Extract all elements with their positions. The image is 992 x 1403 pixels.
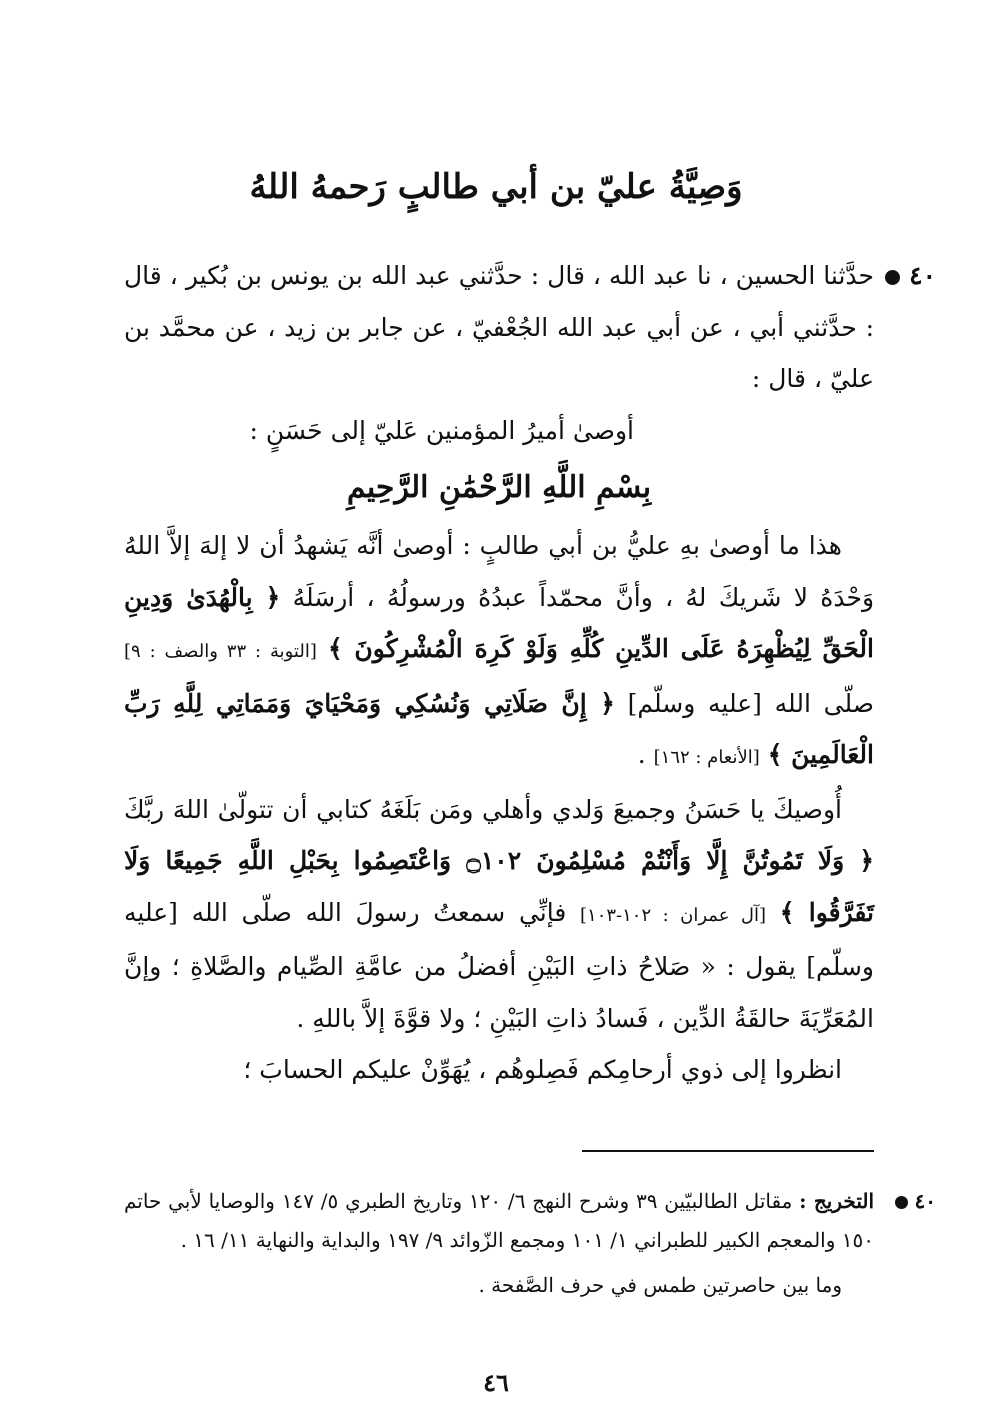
quran-verse-3: ﴿ وَلَا تَمُوتُنَّ إِلَّا وَأَنْتُمْ مُسْلِمُونَ ۝١٠٢ وَاعْتَصِمُوا بِحَبْلِ اللَّهِ جَمِيعًا وَلَا تَفَرَّقُوا ﴾: [124, 846, 874, 927]
footnote-label: التخريج :: [799, 1189, 875, 1213]
verse-reference-2: [الأنعام : ١٦٢]: [653, 747, 760, 768]
isnad-text: حدَّثنا الحسين ، نا عبد الله ، قال : حدَّثني عبد الله بن يونس بن بُكير ، قال : حدَّثني أبي ، عن أبي عبد الله الجُعْفيّ ، عن جابر بن زيد ، عن محمَّد بن عليّ ، قال :: [124, 261, 874, 393]
intro-line: أوصىٰ أميرُ المؤمنين عَليّ إلى حَسَنٍ :: [249, 415, 634, 445]
bullet-icon: [895, 1196, 908, 1209]
page-title: وَصِيَّةُ عليّ بن أبي طالبٍ رَحمهُ اللهُ: [249, 167, 743, 207]
bullet-icon: [885, 270, 900, 285]
para1-end: .: [637, 740, 646, 769]
main-text: [124, 250, 936, 1096]
para2-text-2: فإنِّي سمعتُ رسولَ الله صلّى الله [عليه وسلّم] يقول : « صَلاحُ ذاتِ البَيْنِ أفضلُ من عامَّةِ الصِّيام والصَّلاةِ ؛ وإنَّ المُعَرِّيَةَ حالقَةُ الدِّين ، فَسادُ ذاتِ البَيْنِ ؛ ولا قوَّةَ إلاَّ باللهِ .: [124, 897, 874, 1033]
para1-text-1: هذا ما أوصىٰ بهِ عليُّ بن أبي طالبٍ : أوصىٰ أنَّه يَشهدُ أن لا إلهَ إلاَّ اللهُ وَحْدَهُ لا شَريكَ لهُ ، وأنَّ محمّداً عبدُهُ ورسولُهُ ، أرسَلَهُ: [124, 531, 875, 612]
isnad-paragraph: [124, 250, 936, 405]
verse-reference-1: [التوبة : ٣٣ والصف : ٩]: [124, 641, 317, 662]
footnotes: [124, 1182, 936, 1305]
footnote-text: مقاتل الطالبيّين ٣٩ وشرح النهج ٦/ ١٢٠ وتاريخ الطبري ٥/ ١٤٧ والوصايا لأبي حاتم ١٥٠ والمعجم الكبير للطبراني ١/ ١٠١ ومجمع الزّوائد ٩/ ١٩٧ والبداية والنهاية ١١/ ١٦ .: [124, 1189, 874, 1252]
page-number: ٤٦: [483, 1368, 509, 1397]
quran-verse-2: ﴿ إِنَّ صَلَاتِي وَنُسُكِي وَمَحْيَايَ وَمَمَاتِي لِلَّهِ رَبِّ الْعَالَمِينَ ﴾: [124, 688, 874, 769]
item-number: ٤٠: [877, 250, 936, 302]
footnote-number: ٤٠: [887, 1182, 936, 1221]
footnote-note: وما بين حاصرتين طمس في حرف الصَّفحة .: [478, 1273, 842, 1297]
wasiyya-paragraph-3: انظروا إلى ذوي أرحامِكم فَصِلوهُم ، يُهَوِّنْ عليكم الحسابَ ؛: [243, 1055, 842, 1084]
para2-text-1: أُوصيكَ يا حَسَنُ وجميعَ وَلدي وأهلي ومَن بَلَغَهُ كتابي أن تتولّىٰ اللهَ ربَّكَ: [124, 794, 842, 824]
para1-text-2: صلّى الله [عليه وسلّم]: [627, 688, 874, 718]
verse-reference-3: [آل عمران : ١٠٢-١٠٣]: [580, 904, 766, 926]
wasiyya-paragraph-2: [124, 784, 874, 1045]
footnote-takhrij: [124, 1182, 936, 1260]
wasiyya-paragraph-1: [124, 520, 874, 784]
basmala: بِسْمِ اللَّهِ الرَّحْمَٰنِ الرَّحِيمِ: [346, 470, 652, 505]
footnote-divider: [582, 1150, 874, 1152]
quran-verse-1: ﴿ بِالْهُدَىٰ وَدِينِ الْحَقِّ لِيُظْهِرَهُ عَلَى الدِّينِ كُلِّهِ وَلَوْ كَرِهَ الْمُشْرِكُونَ ﴾: [124, 582, 874, 663]
